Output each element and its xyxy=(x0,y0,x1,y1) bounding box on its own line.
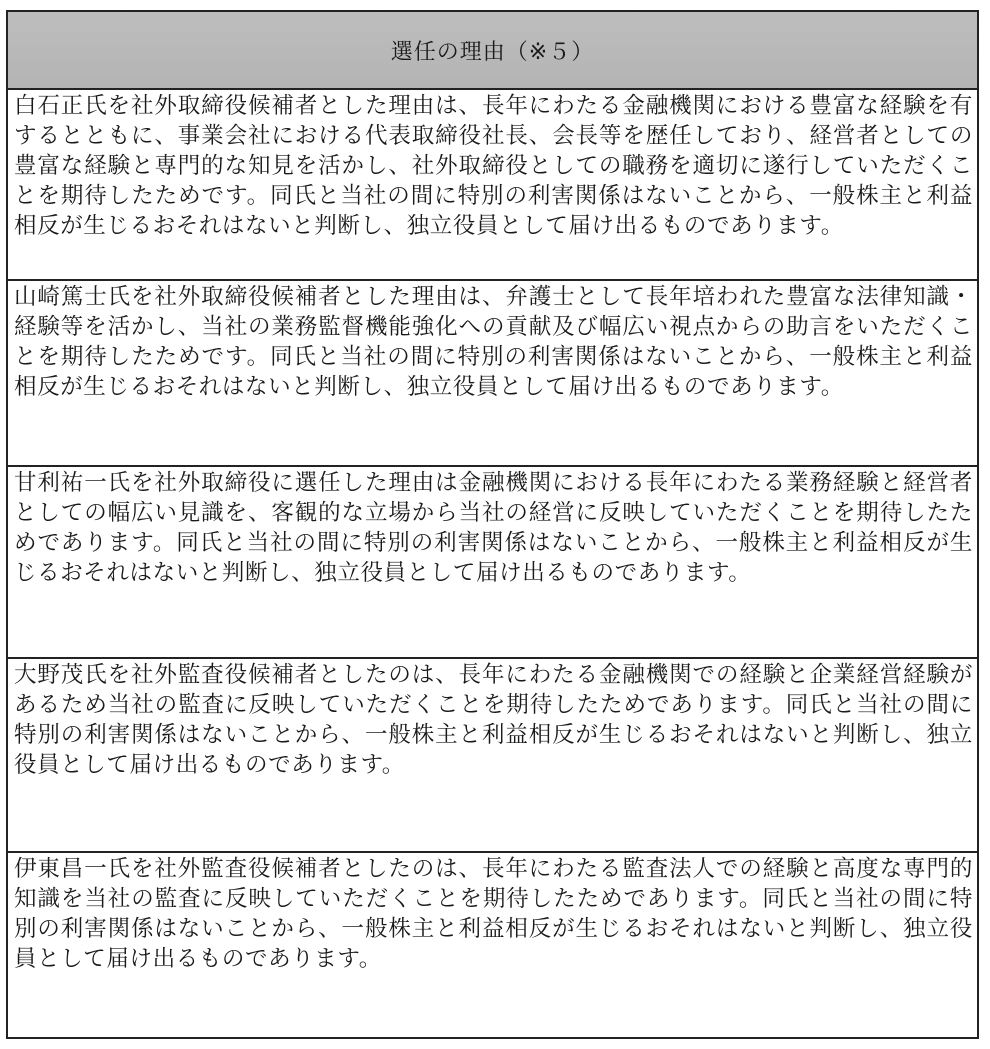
reason-text: 伊東昌一氏を社外監査役候補者としたのは、長年にわたる監査法人での経験と高度な専門的知識を当社の監査に反映していただくことを期待したためであります。同氏と当社の間に特別の利害関係はないことから、一般株主と利益相反が生じるおそれはないと判断し、独立役員として届け出るものであります。 xyxy=(14,856,973,972)
reason-text: 山崎篤士氏を社外取締役候補者とした理由は、弁護士として長年培われた豊富な法律知識・経験等を活かし、当社の業務監督機能強化への貢献及び幅広い視点からの助言をいただくことを期待したためです。同氏と当社の間に特別の利害関係はないことから、一般株主と利益相反が生じるおそれはないと判断し、独立役員として届け出るものであります。 xyxy=(14,284,973,400)
table-row xyxy=(8,467,977,659)
reason-text: 白石正氏を社外取締役候補者とした理由は、長年にわたる金融機関における豊富な経験を有するとともに、事業会社における代表取締役社長、会長等を歴任しており、経営者としての豊富な経験と専門的な知見を活かし、社外取締役としての職務を適切に遂行していただくことを期待したためです。同氏と当社の間に特別の利害関係はないことから、一般株主と利益相反が生じるおそれはないと判断し、独立役員として届け出るものであります。 xyxy=(14,93,973,239)
table-header xyxy=(8,12,977,90)
selection-reasons-table xyxy=(6,10,979,1039)
table-row xyxy=(8,90,977,281)
table-row xyxy=(8,659,977,853)
header-title: 選任の理由（※５） xyxy=(390,39,595,65)
reason-text: 大野茂氏を社外監査役候補者としたのは、長年にわたる金融機関での経験と企業経営経験があるため当社の監査に反映していただくことを期待したためであります。同氏と当社の間に特別の利害関係はないことから、一般株主と利益相反が生じるおそれはないと判断し、独立役員として届け出るものであります。 xyxy=(14,662,973,778)
reason-text: 甘利祐一氏を社外取締役に選任した理由は金融機関における長年にわたる業務経験と経営者としての幅広い見識を、客観的な立場から当社の経営に反映していただくことを期待したためであります。同氏と当社の間に特別の利害関係はないことから、一般株主と利益相反が生じるおそれはないと判断し、独立役員として届け出るものであります。 xyxy=(14,470,973,586)
table-row xyxy=(8,853,977,1039)
table-row xyxy=(8,281,977,467)
